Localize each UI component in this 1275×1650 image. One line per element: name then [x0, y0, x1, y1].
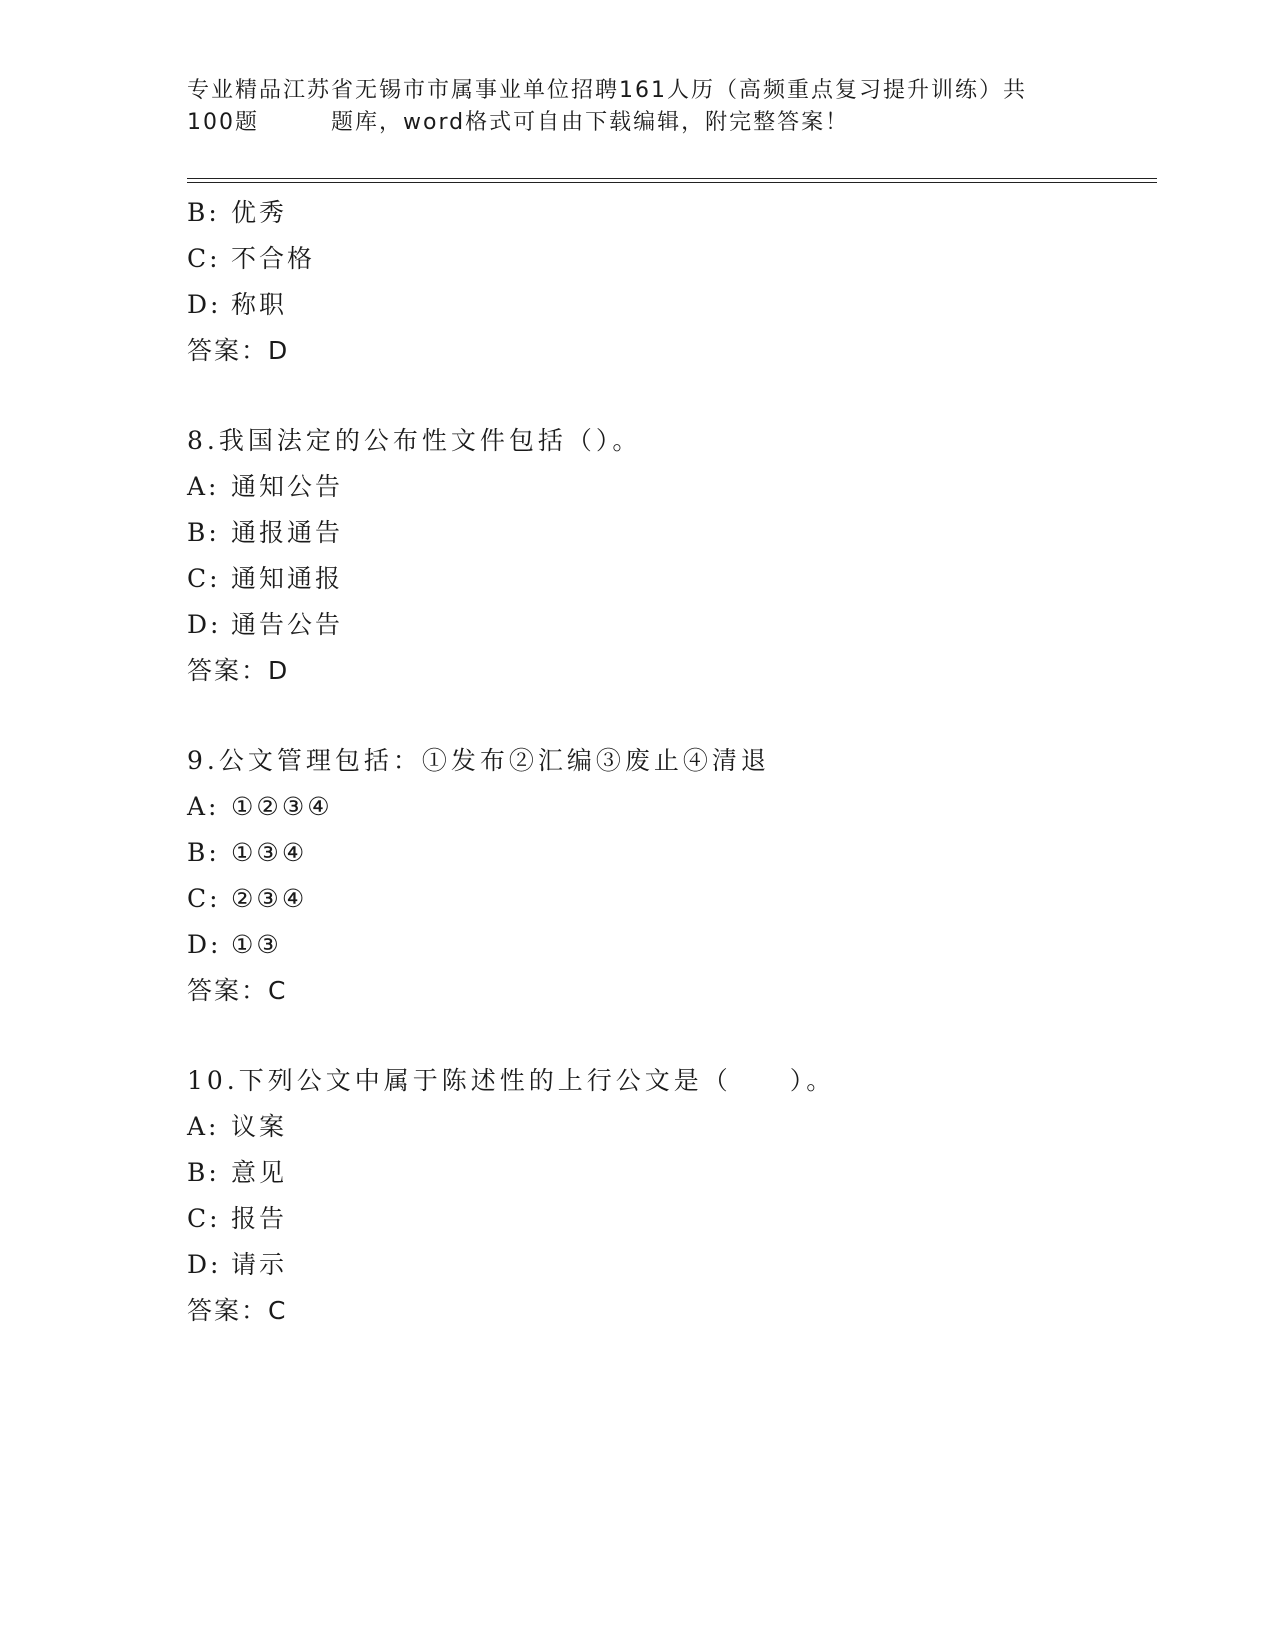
answer: 答案：D	[187, 336, 290, 365]
question-text: 10.下列公文中属于陈述性的上行公文是（ ）。	[187, 1066, 836, 1095]
answer: 答案：C	[187, 976, 288, 1005]
header-line-1: 专业精品江苏省无锡市市属事业单位招聘161人历（高频重点复习提升训练）共	[187, 78, 1027, 103]
option-c: C: 报告	[187, 1204, 288, 1233]
question-block-9	[187, 738, 1147, 1014]
question-list	[187, 190, 1147, 1334]
question-block-8	[187, 418, 1147, 694]
question-block-10	[187, 1058, 1147, 1334]
option-d: D: 通告公告	[187, 610, 344, 639]
option-b: B: 通报通告	[187, 518, 344, 547]
question-text: 8.我国法定的公布性文件包括（）。	[187, 426, 642, 455]
header-divider-bottom	[187, 182, 1157, 183]
option-c: C: ②③④	[187, 884, 308, 913]
option-b: B: ①③④	[187, 838, 308, 867]
header-line-2	[187, 107, 1087, 139]
option-a: A: 议案	[187, 1112, 288, 1141]
option-b: B: 优秀	[187, 198, 288, 227]
question-text: 9.公文管理包括：①发布②汇编③废止④清退	[187, 746, 770, 775]
answer: 答案：D	[187, 656, 290, 685]
option-b: B: 意见	[187, 1158, 288, 1187]
option-d: D: ①③	[187, 930, 282, 959]
header-description: 题库，word格式可自由下载编辑，附完整答案！	[331, 110, 850, 135]
answer: 答案：C	[187, 1296, 288, 1325]
option-d: D: 称职	[187, 290, 288, 319]
document-header	[187, 75, 1087, 139]
question-block-7	[187, 190, 1147, 374]
option-a: A: ①②③④	[187, 792, 333, 821]
option-c: C: 通知通报	[187, 564, 344, 593]
option-c: C: 不合格	[187, 244, 316, 273]
header-divider-top	[187, 178, 1157, 179]
option-d: D: 请示	[187, 1250, 288, 1279]
option-a: A: 通知公告	[187, 472, 344, 501]
header-question-count: 100题	[187, 110, 259, 135]
